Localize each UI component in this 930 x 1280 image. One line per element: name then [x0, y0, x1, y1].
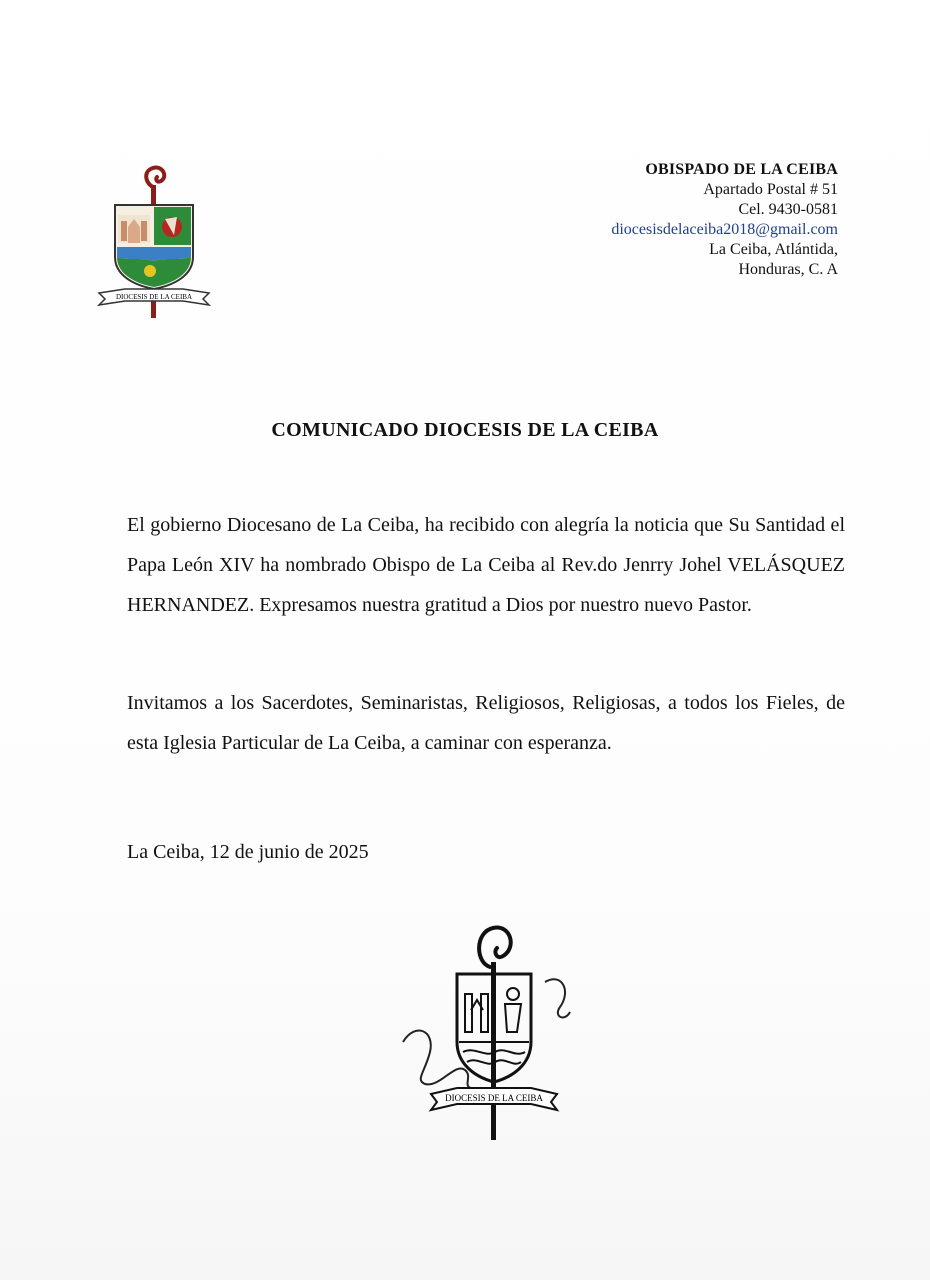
- body-paragraph-1: El gobierno Diocesano de La Ceiba, ha recibido con alegría la noticia que Su Santidad el Papa León XIV ha nombrado Obispo de La Ceiba al Rev.do Jenrry Johel VELÁSQUEZ HERNANDEZ. Expresamos nuestra gratitud a Dios por nuestro nuevo Pastor.: [127, 514, 845, 616]
- body-paragraph-2: Invitamos a los Sacerdotes, Seminaristas, Religiosos, Religiosas, a todos los Fieles, de esta Iglesia Particular de La Ceiba, a caminar con esperanza.: [127, 692, 845, 754]
- crest-motto: DIOCESIS DE LA CEIBA: [115, 293, 193, 301]
- letterhead-country: Honduras, C. A: [738, 261, 838, 278]
- diocese-crest-logo: [95, 165, 213, 320]
- letterhead-email-link[interactable]: diocesisdelaceiba2018@gmail.com: [611, 221, 838, 238]
- letterhead-postal: Apartado Postal # 51: [703, 181, 838, 198]
- diocese-seal-stamp: [395, 912, 585, 1142]
- seal-motto: DIOCESIS DE LA CEIBA: [445, 1093, 543, 1103]
- document-title: COMUNICADO DIOCESIS DE LA CEIBA: [271, 419, 659, 441]
- letterhead-phone: Cel. 9430-0581: [738, 201, 838, 218]
- letterhead-city: La Ceiba, Atlántida,: [709, 241, 838, 258]
- dateline: La Ceiba, 12 de junio de 2025: [127, 841, 369, 863]
- letterhead: [611, 160, 838, 280]
- letterhead-organization: OBISPADO DE LA CEIBA: [645, 161, 838, 178]
